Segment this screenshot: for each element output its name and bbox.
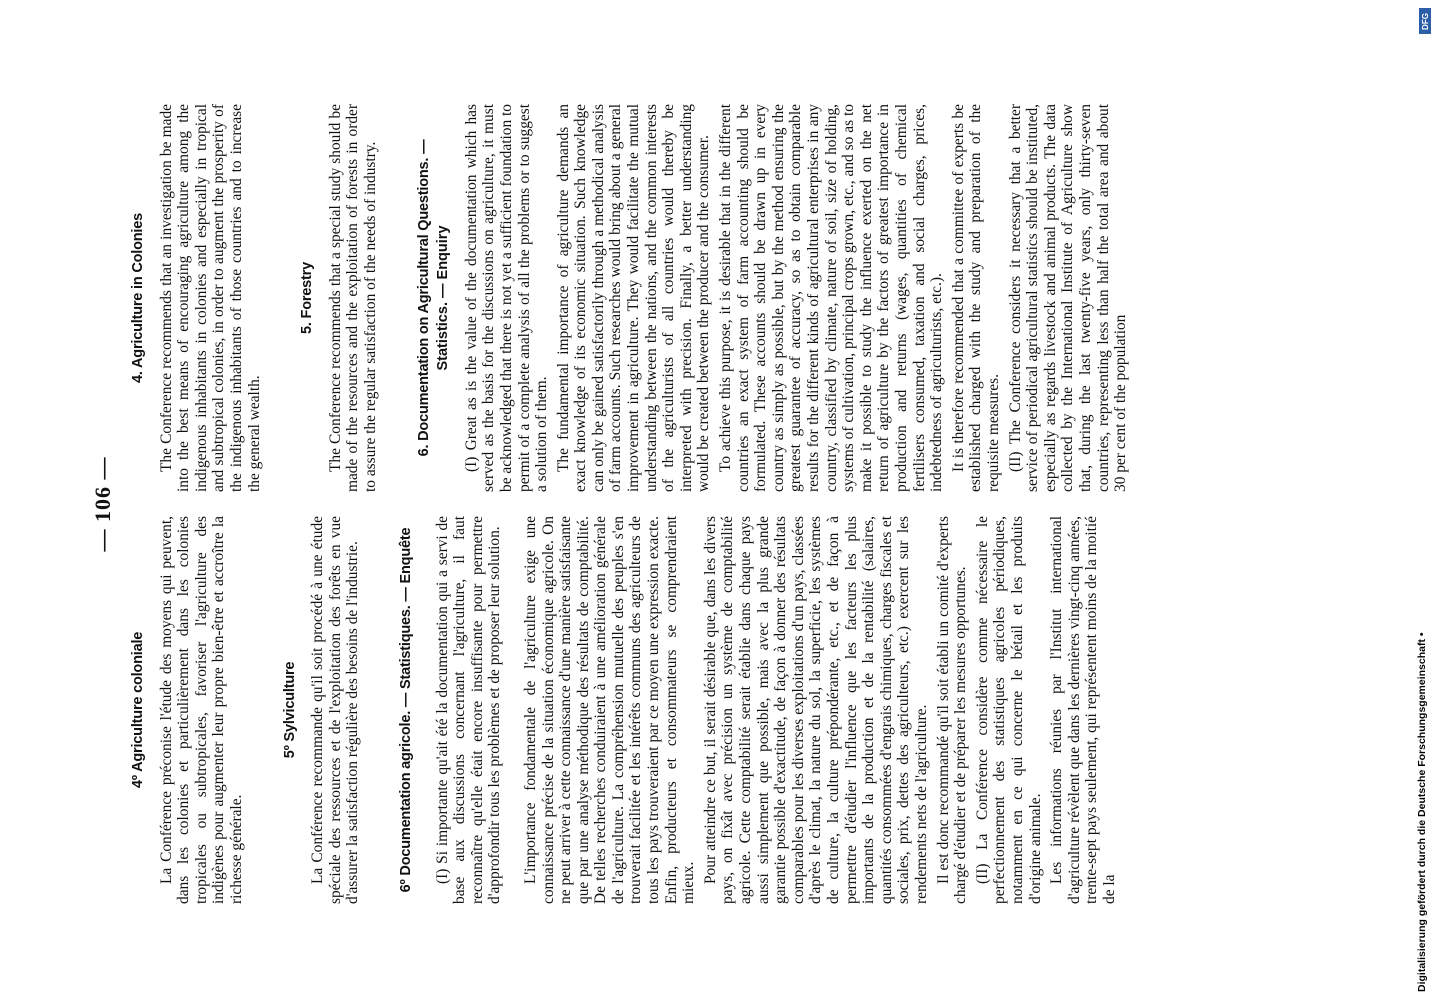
english-column [130, 104, 1134, 492]
paragraph: (I) Si importante qu'ait été la documentation qui a servi de base aux discussions concernant l'agriculture, il faut reconnaître qu'elle était encore insuffisante pour permettre d'approfondir tous les problèmes et de proposer leur solution. [433, 516, 504, 904]
dfg-logo: DFG [1419, 8, 1431, 34]
paragraph: Il est donc recommandé qu'il soit établi un comité d'experts chargé d'étudier et de préparer les mesures opportunes. [934, 516, 970, 904]
page-content [90, 104, 1310, 904]
paragraph: (II) The Conference considers it necessary that a better service of periodical agricultural statistics should be instituted, especially as regards livestock and animal products. The data collected by the International Institute of Agriculture show that, during the last twenty-five years, only thirty-seven countries, representing less than half the total area and about 30 per cent of the population [1006, 104, 1130, 492]
credit-text: Digitalisierung gefördert durch die Deutsche Forschungsgemeinschaft • [1416, 632, 1428, 992]
paragraph: It is therefore recommended that a committee of experts be established charged with the study and preparation of the requisite measures. [949, 104, 1002, 492]
paragraph: The fundamental importance of agriculture demands an exact knowledge of its economic situation. Such knowledge can only be gained satisfactorily through a methodical analysis of farm accounts. Such researches would bring about a general improvement in agriculture. They would facilitate the mutual understanding between the nations, and the common interests of the agriculturists of all countries would thereby be interpreted with precision. Finally, a better understanding would be created between the producer and the consumer. [554, 104, 713, 492]
section-5-heading-fr: 5º Sylviculture [281, 661, 298, 759]
paragraph: The Conference recommends that a special study should be made of the resources and the exploitation of forests in order to assure the regular satisfaction of the needs of industry. [326, 104, 379, 492]
paragraph: (II) La Conférence considère comme nécessaire le perfectionnement des statistiques agricoles périodiques, notamment en ce qui concerne le bétail et les produits d'origine animale. [973, 516, 1044, 904]
paragraph: La Conférence préconise l'étude des moyens qui peuvent, dans les colonies et particulièrement dans les colonies tropicales ou subtropicales, favoriser l'agriculture des indigènes pour augmenter leur propre bien-être et accroître la richesse générale. [157, 516, 245, 904]
section-6-heading-fr: 6º Documentation agricole. — Statistiques. — Enquête [397, 527, 414, 893]
paragraph: La Conférence recommande qu'il soit procédé à une étude spéciale des ressources et de l'exploitation des forêts en vue d'assurer la satisfaction régulière des besoins de l'industrie. [309, 516, 362, 904]
paragraph: (I) Great as is the value of the documentation which has served as the basis for the discussions on agriculture, it must be acknowledged that there is not yet a sufficient foundation to permit of a complete analysis of all the problems or to suggest a solution of them. [462, 104, 551, 492]
section-6-subheading-en: Statistics. — Enquiry [435, 225, 452, 371]
paragraph: L'importance fondamentale de l'agriculture exige une connaissance précise de la situation économique agricole. On ne peut arriver à cette connaissance d'une manière satisfaisante que par une analyse méthodique des résultats de comptabilité. De telles recherches conduiraient à une amélioration générale de l'agriculture. La compréhension mutuelle des peuples s'en trouverait facilitée et les intérêts communs des agriculteurs de tous les pays trouveraient par ce moyen une expression exacte. Enfin, producteurs et consommateurs se comprendraient mieux. [521, 516, 698, 904]
paragraph: Pour atteindre ce but, il serait désirable que, dans les divers pays, on fixât avec précision un système de comptabilité agricole. Cette comptabilité serait établie dans chaque pays aussi simplement que possible, mais avec la plus grande garantie possible d'exactitude, de façon à donner des résultats comparables pour les diverses exploitations d'un pays, classées d'après le climat, la nature du sol, la superficie, les systèmes de culture, la culture prépondérante, etc., et de façon à permettre d'étudier l'influence que les facteurs les plus importants de la production et de la rentabilité (salaires, quantités consommées d'engrais chimiques, charges fiscales et sociales, prix, dettes des agriculteurs, etc.) exercent sur les rendements nets de l'agriculture. [701, 516, 930, 904]
digitization-credit [1416, 392, 1430, 992]
section-5-heading-en: 5. Forestry [299, 262, 316, 334]
french-column [130, 516, 1123, 904]
section-4-heading-fr: 4º Agriculture coloniale [130, 631, 146, 789]
paragraph: To achieve this purpose, it is desirable that in the different countries an exact system of farm accounting should be formulated. These accounts should be drawn up in every country as simply as possible, but by the method ensuring the greatest guarantee of accuracy, so as to obtain comparable results for the different kinds of agricultural enterprises in any country, classified by climate, nature of soil, size of holding, systems of cultivation, principal crops grown, etc., and so as to make it possible to study the influence exerted on the net return of agriculture by the factors of greatest importance in production and returns (wages, quantities of chemical fertilisers consumed, taxation and social charges, prices, indebtedness of agriculturists, etc.). [717, 104, 946, 492]
section-4-heading-en: 4. Agriculture in Colonies [130, 213, 146, 383]
paragraph: Les informations réunies par l'Institut international d'agriculture révèlent que dans les dernières vingt-cinq années, trente-sept pays seulement, qui représentent moins de la moitié de la [1048, 516, 1118, 904]
section-6-heading-en: 6. Documentation on Agricultural Questions. — [415, 139, 432, 457]
paragraph: The Conference recommends that an investigation be made into the best means of encouraging agriculture among the indigenous inhabitants in colonies and especially in tropical and subtropical colonies, in order to augment the prosperity of the indigenous inhabitants of those countries and to increase the general wealth. [157, 104, 263, 492]
page-number: — 106 — [90, 456, 115, 552]
